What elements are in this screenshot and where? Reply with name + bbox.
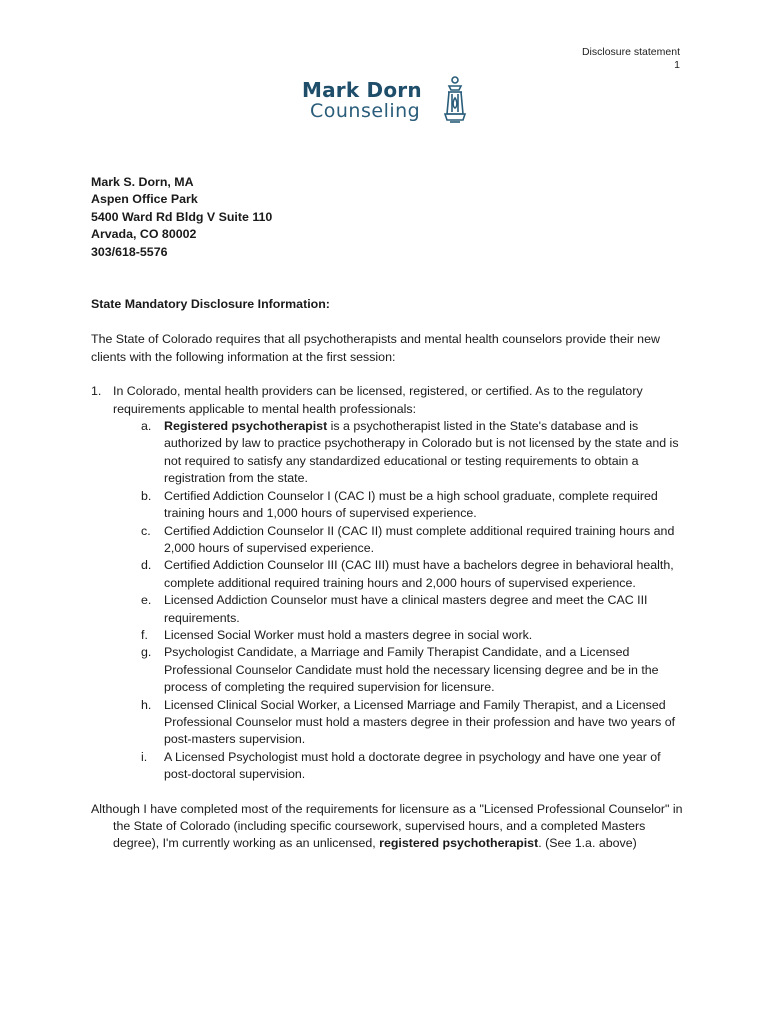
sub-list-letter: c.: [141, 523, 151, 538]
sub-list-text: Licensed Social Worker must hold a masters degree in social work.: [164, 627, 533, 642]
sub-list-text: Licensed Clinical Social Worker, a Licensed Marriage and Family Therapist, and a Licensed Professional Counselor must hold a masters degree in their profession and have two years of post-masters supervision.: [164, 697, 676, 747]
sub-list-letter: e.: [141, 593, 152, 608]
closing-text-before: Although I have completed most of the requirements for licensure as a "Licensed Professional Counselor" in the State of Colorado (including specific coursework, supervised hours, and a completed Masters degree), I'm currently working as an unlicensed,: [91, 801, 683, 851]
sub-list-item: [113, 592, 691, 627]
sub-list-letter: i.: [141, 749, 148, 764]
sub-list-bold: Registered psychotherapist: [164, 419, 328, 434]
address-phone: 303/618-5576: [91, 244, 168, 259]
sub-list-item: [113, 488, 691, 523]
list-item-text: In Colorado, mental health providers can be licensed, registered, or certified. As to the regulatory requirements applicable to mental health professionals:: [113, 384, 643, 416]
address-block: [91, 174, 691, 261]
page-header: [582, 46, 680, 72]
sub-list-text: Certified Addiction Counselor II (CAC II) must complete additional required training hours and 2,000 hours of supervised experience.: [164, 523, 675, 555]
address-name: Mark S. Dorn, MA: [91, 175, 194, 189]
sub-list-letter: g.: [141, 645, 152, 660]
sub-list-text: Certified Addiction Counselor III (CAC III) must have a bachelors degree in behavioral health, complete additional required training hours and 2,000 hours of supervised experience.: [164, 558, 674, 590]
document-body: [91, 174, 691, 853]
logo: [302, 76, 472, 128]
header-title: Disclosure statement: [581, 46, 680, 58]
sub-list-letter: b.: [141, 488, 152, 503]
sub-list-letter: f.: [141, 627, 148, 642]
logo-line2: Counseling: [310, 100, 421, 122]
sub-list-text: Licensed Addiction Counselor must have a clinical masters degree and meet the CAC III requirements.: [164, 593, 648, 625]
address-line3: Arvada, CO 80002: [91, 227, 197, 242]
sub-list-item: [113, 523, 691, 558]
sub-list-text: is a psychotherapist listed in the State's database and is authorized by law to practice psychotherapy in Colorado but is not licensed by the state and is not required to satisfy any standardized educational or testing requirements to obtain a registration from the state.: [164, 419, 679, 486]
sub-list-text: Certified Addiction Counselor I (CAC I) must be a high school graduate, complete required training hours and 1,000 hours of supervised experience.: [164, 488, 658, 521]
sub-list-item: [113, 627, 691, 644]
intro-paragraph: The State of Colorado requires that all psychotherapists and mental health counselors provide their new clients with the following information at the first session:: [91, 332, 660, 364]
section-title: State Mandatory Disclosure Information:: [91, 297, 330, 312]
closing-paragraph: [91, 801, 691, 853]
list-number: 1.: [91, 384, 102, 399]
list-item-1: [91, 383, 691, 783]
sub-list-item: [113, 697, 691, 749]
sub-list-letter: a.: [141, 419, 152, 434]
sub-list-item: [113, 749, 691, 784]
logo-line1: Mark Dorn: [302, 78, 422, 102]
closing-text-after: . (See 1.a. above): [538, 836, 637, 851]
sub-list-item: [113, 557, 691, 592]
closing-bold: registered psychotherapist: [379, 836, 539, 851]
address-line2: 5400 Ward Rd Bldg V Suite 110: [91, 209, 273, 224]
sub-list-text: A Licensed Psychologist must hold a doctorate degree in psychology and have one year of post-doctoral supervision.: [164, 749, 661, 782]
sub-list-letter: d.: [141, 558, 152, 573]
sub-list: [113, 418, 691, 784]
lantern-icon: [440, 76, 470, 126]
sub-list-letter: h.: [141, 697, 152, 712]
address-line1: Aspen Office Park: [91, 192, 198, 207]
sub-list-item: [113, 644, 691, 696]
sub-list-item: [113, 418, 691, 488]
sub-list-text: Psychologist Candidate, a Marriage and Family Therapist Candidate, and a Licensed Professional Counselor Candidate must hold the necessary licensing degree and be in the process of completing the required supervision for licensure.: [164, 645, 659, 695]
page-number: 1: [674, 59, 680, 71]
